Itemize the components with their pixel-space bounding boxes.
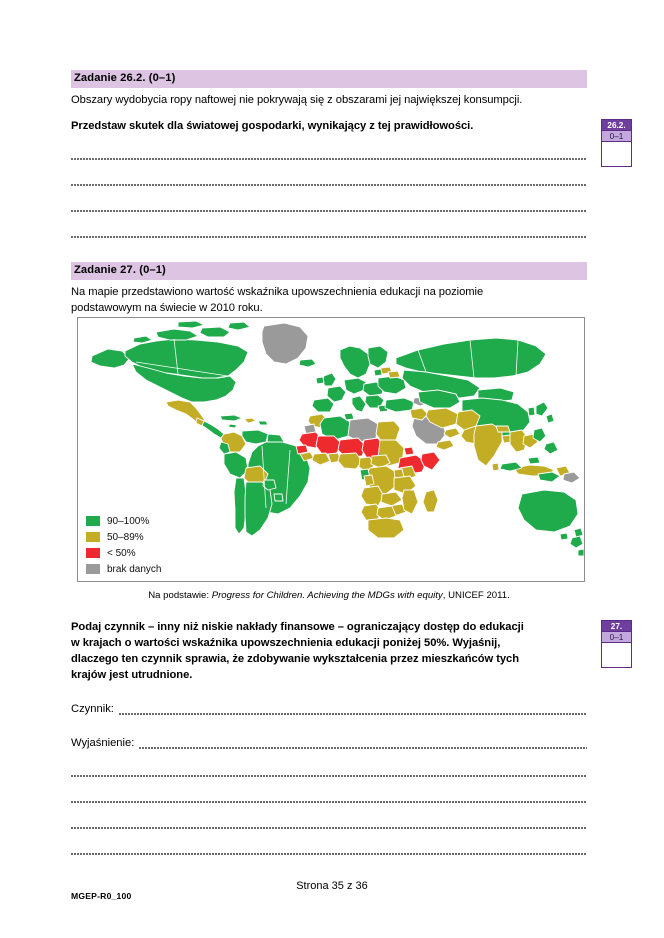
map-source-caption bbox=[71, 589, 587, 602]
source-suffix: , UNICEF 2011. bbox=[442, 590, 510, 601]
task-27-section bbox=[71, 262, 587, 316]
legend-item bbox=[86, 545, 161, 561]
task-27-intro-line-1: Na mapie przedstawiono wartość wskaźnika upowszechnienia edukacji na poziomie bbox=[71, 286, 484, 298]
answer-field-czynnik[interactable] bbox=[71, 695, 587, 717]
task-27-heading: Zadanie 27. (0–1) bbox=[71, 262, 587, 280]
score-box-27 bbox=[601, 620, 632, 668]
answer-line[interactable] bbox=[71, 142, 587, 162]
score-box-blank[interactable] bbox=[602, 142, 631, 166]
task-27-prompt-line-3: dlaczego ten czynnik sprawia, że zdobywanie wykształcenia przez mieszkańców tych bbox=[71, 653, 520, 665]
score-box-blank[interactable] bbox=[602, 643, 631, 667]
map-legend bbox=[86, 513, 161, 577]
footer-page-number: Strona 35 z 36 bbox=[296, 880, 368, 892]
answer-line[interactable] bbox=[119, 702, 587, 717]
task-27-question-block bbox=[71, 619, 587, 857]
task-27-answer-area[interactable] bbox=[71, 759, 587, 857]
answer-line[interactable] bbox=[71, 220, 587, 240]
legend-item bbox=[86, 513, 161, 529]
answer-line[interactable] bbox=[71, 759, 587, 779]
answer-line[interactable] bbox=[71, 785, 587, 805]
score-box-range: 0–1 bbox=[602, 632, 631, 643]
answer-line[interactable] bbox=[71, 194, 587, 214]
answer-line[interactable] bbox=[71, 168, 587, 188]
legend-label: 90–100% bbox=[107, 515, 150, 527]
legend-swatch-nodata bbox=[86, 564, 100, 574]
task-27-prompt-line-4: krajów jest utrudnione. bbox=[71, 669, 193, 681]
source-title: Progress for Children. Achieving the MDGs with equity bbox=[211, 590, 443, 601]
answer-field-wyjasnienie[interactable] bbox=[71, 729, 587, 751]
legend-label: 50–89% bbox=[107, 531, 144, 543]
legend-item bbox=[86, 529, 161, 545]
score-box-range: 0–1 bbox=[602, 131, 631, 142]
answer-line[interactable] bbox=[139, 736, 587, 751]
task-26-2-section bbox=[71, 70, 587, 240]
task-26-2-intro: Obszary wydobycia ropy naftowej nie pokrywają się z obszarami jej największej konsumpcji. bbox=[71, 94, 523, 106]
legend-label: < 50% bbox=[107, 547, 136, 559]
score-box-number: 26.2. bbox=[602, 120, 631, 131]
task-27-intro-line-2: podstawowym na świecie w 2010 roku. bbox=[71, 302, 263, 314]
source-prefix: Na podstawie: bbox=[148, 590, 212, 601]
task-26-2-heading: Zadanie 26.2. (0–1) bbox=[71, 70, 587, 88]
footer-sheet-code: MGEP-R0_100 bbox=[71, 891, 132, 901]
legend-item bbox=[86, 561, 161, 577]
task-26-2-answer-area[interactable] bbox=[71, 142, 587, 240]
world-map-figure bbox=[77, 317, 585, 582]
legend-swatch-high bbox=[86, 516, 100, 526]
task-27-prompt-line-2: w krajach o wartości wskaźnika upowszechnienia edukacji poniżej 50%. Wyjaśnij, bbox=[71, 637, 501, 649]
task-26-2-prompt: Przedstaw skutek dla światowej gospodarki, wynikający z tej prawidłowości. bbox=[71, 120, 474, 132]
score-box-number: 27. bbox=[602, 621, 631, 632]
answer-line[interactable] bbox=[71, 837, 587, 857]
score-box-26-2 bbox=[601, 119, 632, 167]
legend-label: brak danych bbox=[107, 563, 162, 575]
legend-swatch-low bbox=[86, 548, 100, 558]
legend-swatch-mid bbox=[86, 532, 100, 542]
task-27-prompt-line-1: Podaj czynnik – inny niż niskie nakłady finansowe – ograniczający dostęp do edukacji bbox=[71, 621, 524, 633]
answer-line[interactable] bbox=[71, 811, 587, 831]
answer-label-wyjasnienie: Wyjaśnienie: bbox=[71, 737, 138, 749]
answer-label-czynnik: Czynnik: bbox=[71, 703, 118, 715]
